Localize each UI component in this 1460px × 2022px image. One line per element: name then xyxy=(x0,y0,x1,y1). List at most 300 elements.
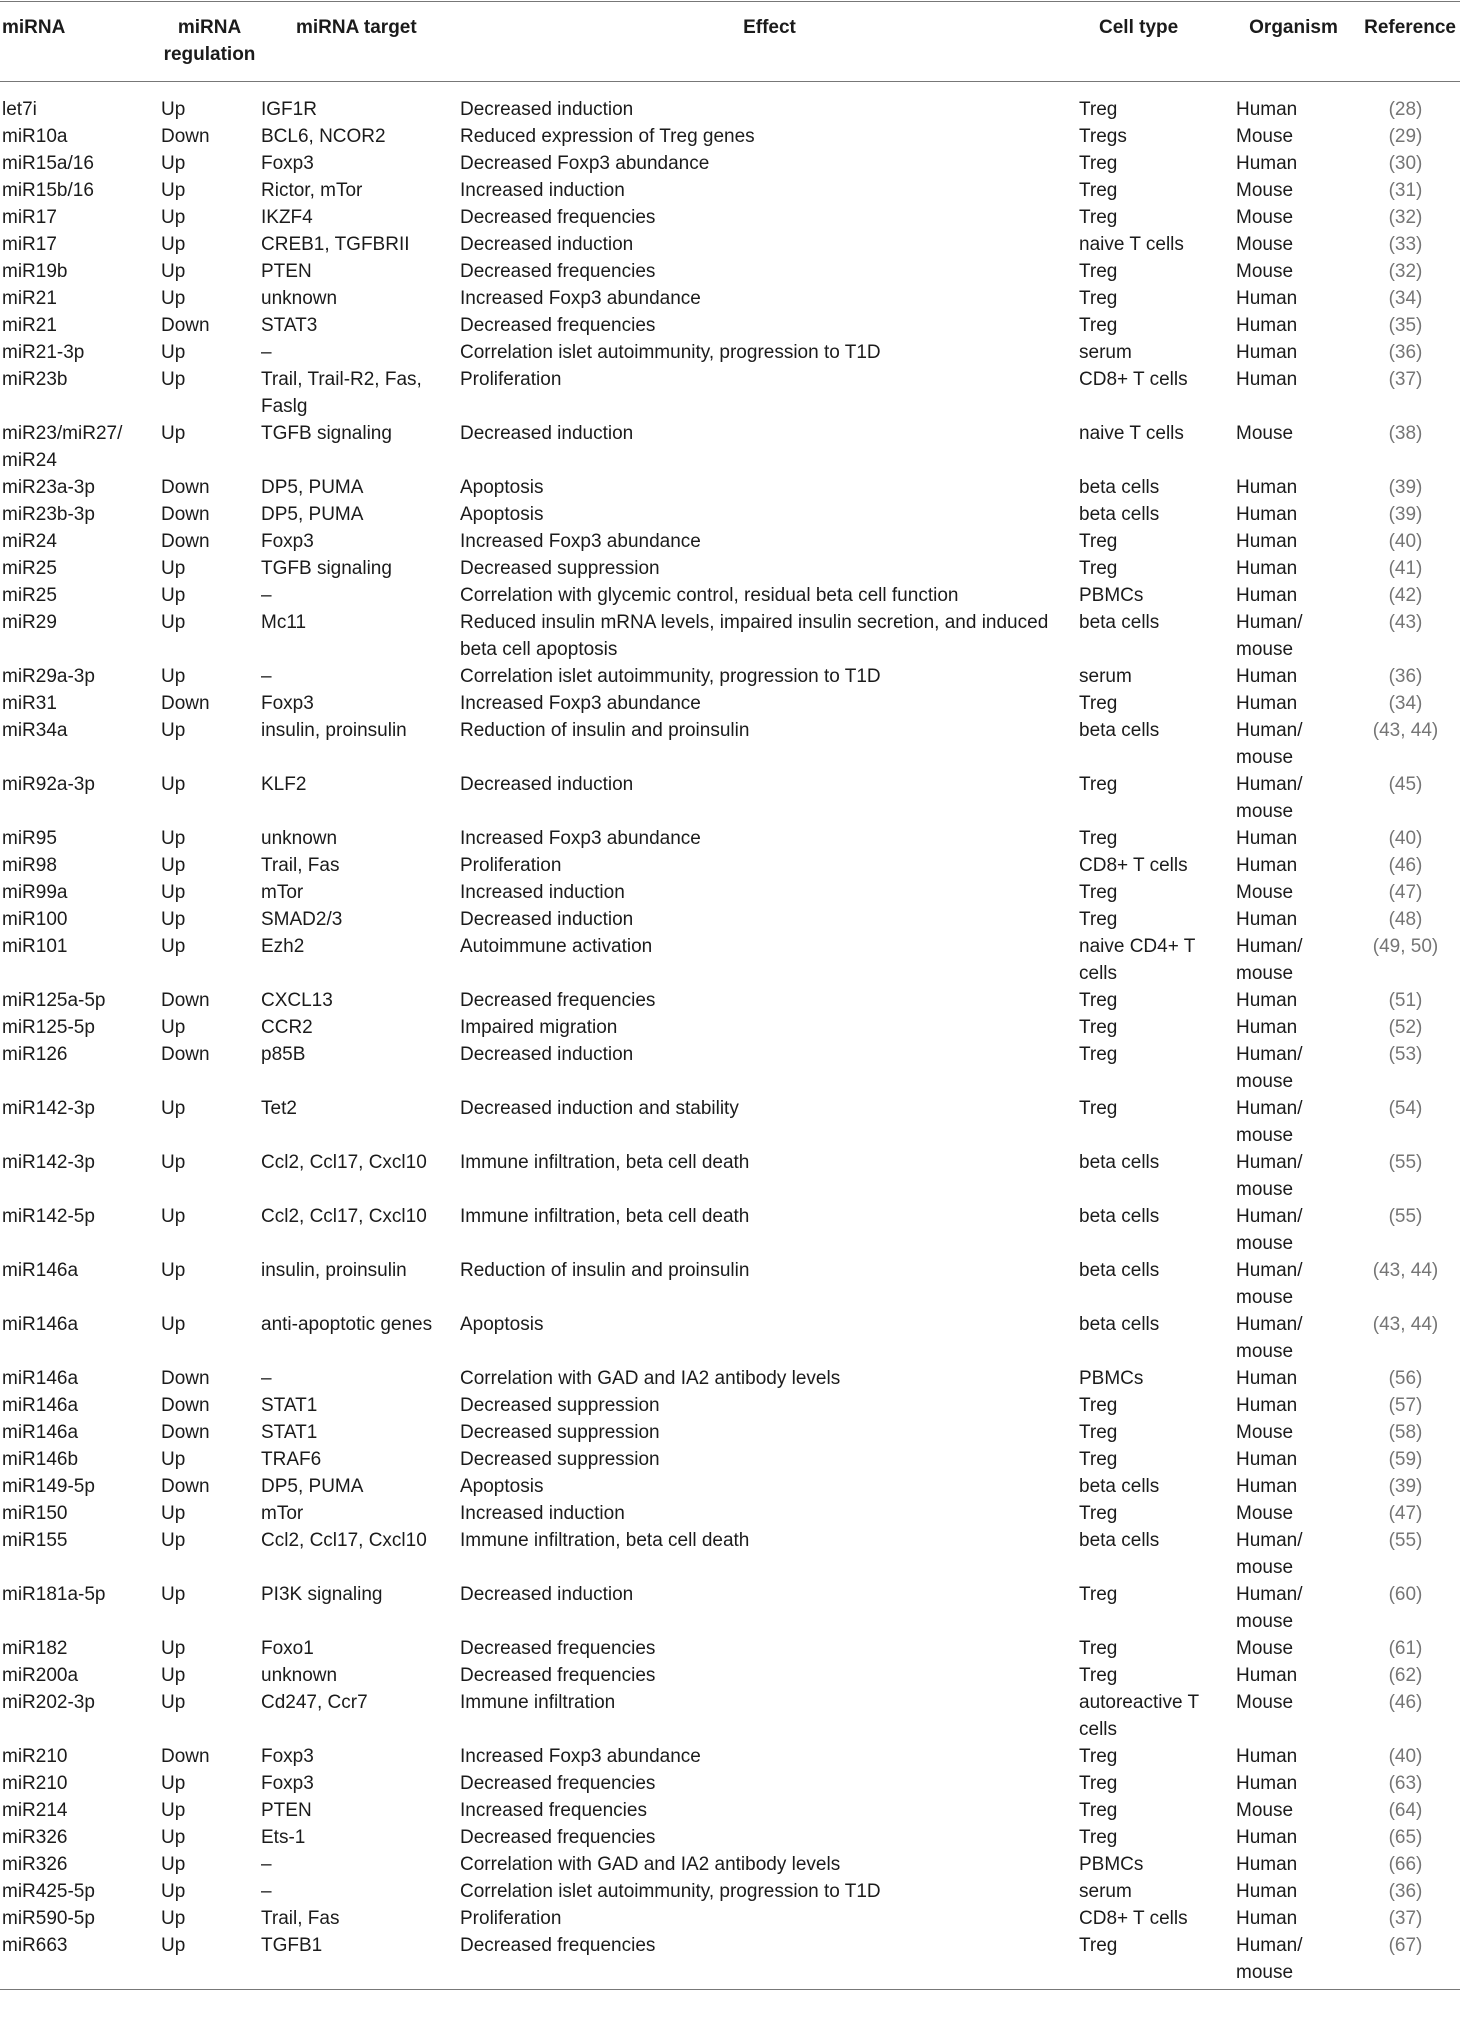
cell-effect: Apoptosis xyxy=(460,504,544,525)
cell-reference: (65) xyxy=(1388,1827,1423,1848)
cell-effect: Proliferation xyxy=(460,369,562,390)
cell-target: Ets-1 xyxy=(261,1827,306,1848)
cell-cell-type: Treg xyxy=(1079,558,1118,579)
cell-reference: (37) xyxy=(1388,1908,1423,1929)
cell-regulation: Down xyxy=(161,315,210,336)
cell-cell-type: Treg xyxy=(1079,1422,1118,1443)
cell-effect: Decreased suppression xyxy=(460,558,660,579)
cell-regulation: Up xyxy=(161,153,186,174)
cell-reference: (53) xyxy=(1388,1044,1423,1065)
cell-cell-type: Treg xyxy=(1079,1773,1118,1794)
cell-effect: Apoptosis xyxy=(460,1476,544,1497)
cell-target: Tet2 xyxy=(261,1098,297,1119)
cell-reference: (56) xyxy=(1388,1368,1423,1389)
cell-reference: (41) xyxy=(1388,558,1423,579)
cell-cell-type: Treg xyxy=(1079,153,1118,174)
cell-cell-type: autoreactive T cells xyxy=(1079,1692,1199,1740)
cell-regulation: Down xyxy=(161,1422,210,1443)
cell-organism: Human xyxy=(1236,369,1298,390)
cell-cell-type: CD8+ T cells xyxy=(1079,1908,1188,1929)
cell-organism: Human/ mouse xyxy=(1236,936,1303,984)
cell-mirna: miR15a/16 xyxy=(2,153,94,174)
cell-reference: (58) xyxy=(1388,1422,1423,1443)
cell-effect: Decreased induction and stability xyxy=(460,1098,739,1119)
cell-mirna: miR31 xyxy=(2,693,57,714)
cell-effect: Increased Foxp3 abundance xyxy=(460,1746,701,1767)
cell-effect: Decreased frequencies xyxy=(460,990,656,1011)
cell-mirna: miR25 xyxy=(2,558,57,579)
cell-reference: (48) xyxy=(1388,909,1423,930)
cell-regulation: Down xyxy=(161,990,210,1011)
cell-effect: Immune infiltration, beta cell death xyxy=(460,1152,750,1173)
cell-target: Foxp3 xyxy=(261,153,314,174)
cell-effect: Increased induction xyxy=(460,882,625,903)
cell-regulation: Up xyxy=(161,1503,186,1524)
table-row xyxy=(0,555,1460,582)
cell-mirna: miR210 xyxy=(2,1746,68,1767)
cell-mirna: miR149-5p xyxy=(2,1476,95,1497)
cell-cell-type: beta cells xyxy=(1079,477,1160,498)
cell-regulation: Up xyxy=(161,1638,186,1659)
cell-cell-type: beta cells xyxy=(1079,720,1160,741)
cell-cell-type: Treg xyxy=(1079,909,1118,930)
header-effect: Effect xyxy=(743,17,796,38)
cell-mirna: miR23b xyxy=(2,369,68,390)
cell-reference: (46) xyxy=(1388,855,1423,876)
cell-effect: Apoptosis xyxy=(460,1314,544,1335)
cell-target: SMAD2/3 xyxy=(261,909,343,930)
table-row xyxy=(0,1149,1460,1203)
cell-organism: Human xyxy=(1236,99,1298,120)
table-row xyxy=(0,258,1460,285)
cell-reference: (38) xyxy=(1388,423,1423,444)
table-row xyxy=(0,1932,1460,1990)
table-row xyxy=(0,771,1460,825)
table-row xyxy=(0,366,1460,420)
cell-reference: (40) xyxy=(1388,1746,1423,1767)
cell-organism: Human xyxy=(1236,1665,1298,1686)
cell-target: p85B xyxy=(261,1044,306,1065)
cell-regulation: Down xyxy=(161,504,210,525)
table-row xyxy=(0,852,1460,879)
cell-cell-type: beta cells xyxy=(1079,1476,1160,1497)
cell-mirna: miR214 xyxy=(2,1800,68,1821)
cell-effect: Decreased frequencies xyxy=(460,1935,656,1956)
cell-effect: Correlation with GAD and IA2 antibody levels xyxy=(460,1368,841,1389)
cell-mirna: miR425-5p xyxy=(2,1881,95,1902)
table-row xyxy=(0,204,1460,231)
cell-organism: Mouse xyxy=(1236,882,1294,903)
cell-organism: Human/ mouse xyxy=(1236,1206,1303,1254)
cell-reference: (36) xyxy=(1388,1881,1423,1902)
table-row xyxy=(0,1041,1460,1095)
cell-effect: Decreased frequencies xyxy=(460,1665,656,1686)
cell-mirna: miR29 xyxy=(2,612,57,633)
cell-cell-type: Treg xyxy=(1079,99,1118,120)
cell-cell-type: beta cells xyxy=(1079,1152,1160,1173)
cell-regulation: Up xyxy=(161,1827,186,1848)
cell-organism: Human/ mouse xyxy=(1236,1152,1303,1200)
cell-mirna: miR92a-3p xyxy=(2,774,95,795)
cell-target: Foxo1 xyxy=(261,1638,314,1659)
cell-target: PTEN xyxy=(261,1800,312,1821)
table-row xyxy=(0,825,1460,852)
cell-reference: (43, 44) xyxy=(1372,1260,1439,1281)
cell-mirna: miR24 xyxy=(2,531,57,552)
cell-reference: (43, 44) xyxy=(1372,720,1439,741)
cell-target: CXCL13 xyxy=(261,990,333,1011)
cell-organism: Human xyxy=(1236,1017,1298,1038)
cell-cell-type: naive CD4+ T cells xyxy=(1079,936,1196,984)
cell-target: – xyxy=(261,342,272,363)
cell-effect: Reduced insulin mRNA levels, impaired insulin secretion, and induced beta cell apoptosis xyxy=(460,612,1049,660)
cell-reference: (34) xyxy=(1388,693,1423,714)
cell-reference: (33) xyxy=(1388,234,1423,255)
cell-target: insulin, proinsulin xyxy=(261,1260,407,1281)
cell-regulation: Up xyxy=(161,1098,186,1119)
cell-regulation: Up xyxy=(161,423,186,444)
cell-target: Ezh2 xyxy=(261,936,305,957)
cell-mirna: miR146a xyxy=(2,1422,79,1443)
cell-organism: Human xyxy=(1236,1368,1298,1389)
table-row xyxy=(0,582,1460,609)
cell-regulation: Up xyxy=(161,855,186,876)
cell-reference: (28) xyxy=(1388,99,1423,120)
cell-target: Ccl2, Ccl17, Cxcl10 xyxy=(261,1152,427,1173)
cell-mirna: miR23b-3p xyxy=(2,504,95,525)
cell-organism: Human xyxy=(1236,1827,1298,1848)
cell-regulation: Up xyxy=(161,369,186,390)
table-row xyxy=(0,150,1460,177)
cell-cell-type: beta cells xyxy=(1079,1206,1160,1227)
cell-reference: (39) xyxy=(1388,1476,1423,1497)
table-row xyxy=(0,1257,1460,1311)
cell-reference: (61) xyxy=(1388,1638,1423,1659)
cell-organism: Mouse xyxy=(1236,1422,1294,1443)
cell-target: Foxp3 xyxy=(261,693,314,714)
cell-target: – xyxy=(261,1368,272,1389)
cell-mirna: miR202-3p xyxy=(2,1692,95,1713)
cell-reference: (66) xyxy=(1388,1854,1423,1875)
cell-organism: Human xyxy=(1236,585,1298,606)
cell-mirna: miR663 xyxy=(2,1935,68,1956)
cell-reference: (47) xyxy=(1388,882,1423,903)
cell-regulation: Up xyxy=(161,909,186,930)
cell-reference: (36) xyxy=(1388,666,1423,687)
table-row xyxy=(0,663,1460,690)
table-row xyxy=(0,1851,1460,1878)
table-row xyxy=(0,231,1460,258)
cell-effect: Reduction of insulin and proinsulin xyxy=(460,1260,750,1281)
cell-organism: Human xyxy=(1236,828,1298,849)
cell-cell-type: Tregs xyxy=(1079,126,1127,147)
cell-effect: Immune infiltration, beta cell death xyxy=(460,1530,750,1551)
cell-regulation: Up xyxy=(161,720,186,741)
cell-mirna: miR146a xyxy=(2,1314,79,1335)
cell-target: mTor xyxy=(261,1503,304,1524)
cell-mirna: miR95 xyxy=(2,828,57,849)
cell-cell-type: Treg xyxy=(1079,1665,1118,1686)
cell-cell-type: Treg xyxy=(1079,1044,1118,1065)
cell-organism: Human xyxy=(1236,558,1298,579)
cell-effect: Autoimmune activation xyxy=(460,936,653,957)
header-mirna: miRNA xyxy=(2,17,66,38)
cell-mirna: miR10a xyxy=(2,126,68,147)
cell-reference: (35) xyxy=(1388,315,1423,336)
cell-mirna: miR101 xyxy=(2,936,68,957)
cell-organism: Human xyxy=(1236,315,1298,336)
cell-effect: Decreased Foxp3 abundance xyxy=(460,153,710,174)
cell-mirna: miR146a xyxy=(2,1368,79,1389)
cell-effect: Apoptosis xyxy=(460,477,544,498)
table-row xyxy=(0,528,1460,555)
cell-target: Foxp3 xyxy=(261,1746,314,1767)
cell-reference: (42) xyxy=(1388,585,1423,606)
cell-regulation: Up xyxy=(161,1530,186,1551)
cell-effect: Decreased induction xyxy=(460,1044,634,1065)
cell-organism: Human xyxy=(1236,1881,1298,1902)
cell-cell-type: Treg xyxy=(1079,990,1118,1011)
cell-organism: Human xyxy=(1236,531,1298,552)
header-organism: Organism xyxy=(1249,17,1338,38)
cell-cell-type: Treg xyxy=(1079,1584,1118,1605)
cell-cell-type: Treg xyxy=(1079,1746,1118,1767)
cell-effect: Decreased suppression xyxy=(460,1422,660,1443)
cell-organism: Human/ mouse xyxy=(1236,774,1303,822)
cell-regulation: Up xyxy=(161,342,186,363)
cell-effect: Decreased suppression xyxy=(460,1395,660,1416)
cell-target: Ccl2, Ccl17, Cxcl10 xyxy=(261,1530,427,1551)
cell-regulation: Up xyxy=(161,1584,186,1605)
cell-cell-type: Treg xyxy=(1079,1503,1118,1524)
cell-mirna: miR19b xyxy=(2,261,68,282)
cell-effect: Proliferation xyxy=(460,855,562,876)
cell-target: Cd247, Ccr7 xyxy=(261,1692,368,1713)
cell-reference: (64) xyxy=(1388,1800,1423,1821)
cell-target: Rictor, mTor xyxy=(261,180,363,201)
cell-cell-type: PBMCs xyxy=(1079,1368,1144,1389)
cell-regulation: Up xyxy=(161,558,186,579)
cell-cell-type: serum xyxy=(1079,342,1132,363)
cell-effect: Proliferation xyxy=(460,1908,562,1929)
cell-organism: Human xyxy=(1236,1746,1298,1767)
cell-target: CCR2 xyxy=(261,1017,313,1038)
cell-reference: (60) xyxy=(1388,1584,1423,1605)
cell-cell-type: serum xyxy=(1079,666,1132,687)
cell-target: KLF2 xyxy=(261,774,307,795)
cell-regulation: Down xyxy=(161,531,210,552)
table-row xyxy=(0,1905,1460,1932)
cell-regulation: Up xyxy=(161,1206,186,1227)
table-row xyxy=(0,717,1460,771)
cell-target: anti-apoptotic genes xyxy=(261,1314,433,1335)
cell-organism: Mouse xyxy=(1236,1800,1294,1821)
cell-regulation: Up xyxy=(161,828,186,849)
cell-reference: (54) xyxy=(1388,1098,1423,1119)
cell-regulation: Down xyxy=(161,1476,210,1497)
cell-reference: (52) xyxy=(1388,1017,1423,1038)
cell-regulation: Up xyxy=(161,180,186,201)
cell-mirna: miR181a-5p xyxy=(2,1584,106,1605)
cell-regulation: Down xyxy=(161,126,210,147)
cell-organism: Human/ mouse xyxy=(1236,720,1303,768)
cell-organism: Human/ mouse xyxy=(1236,1314,1303,1362)
cell-organism: Human xyxy=(1236,693,1298,714)
cell-effect: Increased frequencies xyxy=(460,1800,647,1821)
cell-regulation: Down xyxy=(161,477,210,498)
cell-organism: Human xyxy=(1236,477,1298,498)
cell-regulation: Up xyxy=(161,1881,186,1902)
cell-mirna: miR21 xyxy=(2,288,57,309)
table-row xyxy=(0,1203,1460,1257)
cell-organism: Human xyxy=(1236,855,1298,876)
cell-cell-type: PBMCs xyxy=(1079,1854,1144,1875)
cell-reference: (39) xyxy=(1388,504,1423,525)
cell-target: Trail, Trail-R2, Fas, Faslg xyxy=(261,369,422,417)
cell-target: IKZF4 xyxy=(261,207,313,228)
cell-cell-type: beta cells xyxy=(1079,1530,1160,1551)
cell-mirna: miR590-5p xyxy=(2,1908,95,1929)
cell-mirna: miR146a xyxy=(2,1260,79,1281)
cell-reference: (37) xyxy=(1388,369,1423,390)
cell-reference: (55) xyxy=(1388,1530,1423,1551)
cell-effect: Decreased frequencies xyxy=(460,1827,656,1848)
cell-target: IGF1R xyxy=(261,99,317,120)
cell-regulation: Down xyxy=(161,693,210,714)
cell-regulation: Up xyxy=(161,882,186,903)
table-row xyxy=(0,1527,1460,1581)
cell-organism: Human/ mouse xyxy=(1236,1044,1303,1092)
cell-target: unknown xyxy=(261,1665,338,1686)
table-body xyxy=(0,82,1460,1990)
cell-target: DP5, PUMA xyxy=(261,477,364,498)
cell-reference: (34) xyxy=(1388,288,1423,309)
cell-mirna: miR182 xyxy=(2,1638,68,1659)
table-row xyxy=(0,906,1460,933)
cell-cell-type: Treg xyxy=(1079,693,1118,714)
cell-effect: Decreased induction xyxy=(460,1584,634,1605)
cell-target: unknown xyxy=(261,288,338,309)
cell-mirna: miR200a xyxy=(2,1665,79,1686)
cell-mirna: miR210 xyxy=(2,1773,68,1794)
header-row xyxy=(0,2,1460,82)
table-row xyxy=(0,1419,1460,1446)
cell-cell-type: naive T cells xyxy=(1079,234,1184,255)
cell-target: Foxp3 xyxy=(261,531,314,552)
cell-target: DP5, PUMA xyxy=(261,504,364,525)
table-row xyxy=(0,420,1460,474)
table-row xyxy=(0,1095,1460,1149)
cell-organism: Human xyxy=(1236,1395,1298,1416)
cell-mirna: miR155 xyxy=(2,1530,68,1551)
table-row xyxy=(0,1500,1460,1527)
cell-target: – xyxy=(261,585,272,606)
cell-cell-type: Treg xyxy=(1079,774,1118,795)
cell-target: Foxp3 xyxy=(261,1773,314,1794)
cell-regulation: Up xyxy=(161,666,186,687)
cell-target: Mc11 xyxy=(261,612,307,633)
cell-reference: (67) xyxy=(1388,1935,1423,1956)
table-row xyxy=(0,1014,1460,1041)
table-row xyxy=(0,1473,1460,1500)
cell-reference: (49, 50) xyxy=(1372,936,1439,957)
cell-reference: (45) xyxy=(1388,774,1423,795)
table-row xyxy=(0,1878,1460,1905)
cell-reference: (40) xyxy=(1388,828,1423,849)
cell-regulation: Up xyxy=(161,612,186,633)
cell-organism: Human xyxy=(1236,504,1298,525)
cell-mirna: miR142-3p xyxy=(2,1098,95,1119)
cell-organism: Human/ mouse xyxy=(1236,1260,1303,1308)
cell-reference: (32) xyxy=(1388,261,1423,282)
cell-reference: (39) xyxy=(1388,477,1423,498)
header-cell-type: Cell type xyxy=(1099,17,1179,38)
cell-regulation: Up xyxy=(161,936,186,957)
cell-organism: Human xyxy=(1236,288,1298,309)
table-row xyxy=(0,1635,1460,1662)
cell-reference: (43, 44) xyxy=(1372,1314,1439,1335)
cell-cell-type: naive T cells xyxy=(1079,423,1184,444)
cell-cell-type: Treg xyxy=(1079,1827,1118,1848)
cell-target: STAT1 xyxy=(261,1422,318,1443)
cell-mirna: miR146a xyxy=(2,1395,79,1416)
cell-cell-type: Treg xyxy=(1079,180,1118,201)
table-row xyxy=(0,177,1460,204)
cell-organism: Mouse xyxy=(1236,180,1294,201)
cell-effect: Decreased frequencies xyxy=(460,1638,656,1659)
cell-cell-type: Treg xyxy=(1079,1935,1118,1956)
cell-cell-type: beta cells xyxy=(1079,504,1160,525)
cell-cell-type: beta cells xyxy=(1079,1260,1160,1281)
cell-cell-type: CD8+ T cells xyxy=(1079,855,1188,876)
table-row xyxy=(0,1689,1460,1743)
cell-cell-type: beta cells xyxy=(1079,612,1160,633)
cell-regulation: Up xyxy=(161,585,186,606)
cell-mirna: miR98 xyxy=(2,855,57,876)
cell-regulation: Up xyxy=(161,288,186,309)
cell-organism: Mouse xyxy=(1236,261,1294,282)
cell-regulation: Up xyxy=(161,234,186,255)
cell-organism: Human xyxy=(1236,666,1298,687)
table-row xyxy=(0,1743,1460,1770)
table-row xyxy=(0,609,1460,663)
cell-reference: (62) xyxy=(1388,1665,1423,1686)
cell-effect: Correlation with GAD and IA2 antibody levels xyxy=(460,1854,841,1875)
cell-regulation: Up xyxy=(161,1935,186,1956)
table-row xyxy=(0,312,1460,339)
cell-regulation: Up xyxy=(161,207,186,228)
cell-organism: Human/ mouse xyxy=(1236,1530,1303,1578)
cell-target: TGFB1 xyxy=(261,1935,323,1956)
cell-target: STAT3 xyxy=(261,315,318,336)
cell-organism: Human xyxy=(1236,990,1298,1011)
cell-regulation: Up xyxy=(161,774,186,795)
cell-target: Ccl2, Ccl17, Cxcl10 xyxy=(261,1206,427,1227)
table-row xyxy=(0,690,1460,717)
table-row xyxy=(0,1662,1460,1689)
cell-organism: Mouse xyxy=(1236,1638,1294,1659)
table-row xyxy=(0,879,1460,906)
cell-organism: Mouse xyxy=(1236,234,1294,255)
table-row xyxy=(0,1797,1460,1824)
cell-cell-type: Treg xyxy=(1079,1395,1118,1416)
cell-mirna: miR21 xyxy=(2,315,57,336)
cell-target: CREB1, TGFBRII xyxy=(261,234,410,255)
cell-cell-type: Treg xyxy=(1079,828,1118,849)
cell-organism: Human xyxy=(1236,153,1298,174)
cell-effect: Decreased suppression xyxy=(460,1449,660,1470)
cell-regulation: Up xyxy=(161,99,186,120)
